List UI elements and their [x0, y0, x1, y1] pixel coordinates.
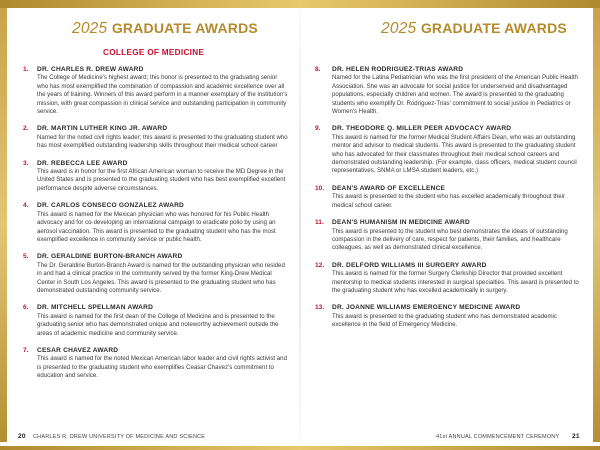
award-body	[332, 185, 581, 210]
award-item	[315, 304, 581, 329]
award-number: 8.	[315, 66, 321, 73]
gold-bottom-band	[0, 446, 600, 450]
heading-title: GRADUATE AWARDS	[420, 20, 567, 36]
award-number: 7.	[23, 346, 29, 354]
award-item	[315, 125, 581, 175]
left-page-number: 20	[18, 433, 26, 440]
award-body	[37, 347, 289, 381]
award-number: 6.	[23, 304, 29, 312]
award-number: 1.	[23, 66, 29, 73]
award-item	[315, 185, 581, 210]
award-description: The Dr. Geraldine Burton-Branch Award is named for the outstanding physician who resided in and had a clinical practice in the community served by the former King-Drew Medical Center in South Los Angeles. This award is presented to the graduating student who has demonstrated outstanding community service.	[37, 261, 285, 294]
award-body	[37, 202, 289, 244]
award-name: DR. MARTIN LUTHER KING JR. AWARD	[37, 125, 168, 133]
award-name: CESAR CHAVEZ AWARD	[37, 346, 119, 354]
right-page-number: 21	[572, 433, 580, 440]
award-name: DR. MITCHELL SPELLMAN AWARD	[37, 304, 154, 312]
award-description: This award is named for the noted Mexican American labor leader and civil rights activist and is presented to the graduating student who exemplifies Ceasar Chavez's commitment to education and service.	[37, 355, 287, 380]
award-description: This award is named for the former Medical Student Affairs Dean, who was an outstanding mentor and advisor to medical students. This award is presented to the graduating student who has advocated for their classmates throughout their medical school careers and demonstrated outstanding leadership. (For example, class officers, medical student council representatives, SNMA or LMSA student leaders, etc.)	[332, 133, 577, 175]
award-item	[23, 202, 289, 244]
right-page-heading	[315, 20, 581, 38]
left-page	[7, 8, 299, 442]
right-page	[301, 8, 593, 442]
award-body	[332, 125, 581, 175]
award-name: DR. JOANNE WILLIAMS EMERGENCY MEDICINE AWARD	[332, 304, 521, 312]
award-number: 5.	[23, 253, 29, 261]
award-name: DR. DELFORD WILLIAMS III SURGERY AWARD	[332, 261, 487, 269]
heading-year: 2025	[381, 20, 417, 37]
footer-ceremony-name: 41st ANNUAL COMMENCEMENT CEREMONY	[436, 434, 560, 440]
award-body	[37, 125, 289, 150]
award-name: DEAN'S HUMANISM IN MEDICINE AWARD	[332, 219, 470, 227]
award-name: DR. HELEN RODRIGUEZ-TRIAS AWARD	[332, 66, 464, 73]
award-item	[23, 125, 289, 150]
award-name: DR. REBECCA LEE AWARD	[37, 159, 128, 167]
award-body	[332, 262, 581, 296]
award-body	[37, 304, 289, 338]
award-description: This award is presented to the student who has excelled academically throughout their medical school career.	[332, 193, 566, 209]
award-description: This award is in honor for the first African American woman to receive the MD Degree in the United States and is presented to the graduating student who has best exemplified excellent performance despite adverse circumstances.	[37, 168, 286, 192]
award-number: 9.	[315, 125, 321, 133]
award-item	[23, 66, 289, 116]
award-description: The College of Medicine's highest award; this honor is presented to the graduating senior who has most exemplified the combination of compassion and academic excellence over all the years of training. Winners of this award perform in a manner exemplary of the institution's mission, with great compassion in clinical service and outstanding participation in community service.	[37, 74, 288, 116]
award-description: This award is presented to the graduating student who has demonstrated academic excellence in the field of Emergency Medicine.	[332, 312, 557, 329]
page-footer	[0, 433, 600, 450]
college-name: COLLEGE OF MEDICINE	[103, 48, 205, 57]
award-name: DEAN'S AWARD OF EXCELLENCE	[332, 184, 446, 192]
award-name: DR. CARLOS CONSECO GONZALEZ AWARD	[37, 202, 185, 210]
award-name: DR. CHARLES R. DREW AWARD	[37, 66, 144, 73]
footer-university-name: CHARLES R. DREW UNIVERSITY OF MEDICINE AND SCIENCE	[33, 434, 206, 440]
gold-top-band	[0, 0, 600, 8]
gold-right-edge	[593, 8, 600, 442]
award-item	[315, 219, 581, 253]
award-description: Named for the Latina Pediatrician who was the first president of the American Public Health Association. She was an advocate for social justice for underserved and disadvantaged populations, especially children and women. The award is presented to the graduating students who exemplify Dr. Rodriguez-Trias' commitment to social justice in Pediatrics or Women's Health.	[332, 74, 578, 116]
award-item	[23, 347, 289, 381]
awards-list-left	[23, 66, 289, 381]
award-body	[332, 304, 581, 329]
award-number: 13.	[315, 304, 325, 312]
award-number: 11.	[315, 219, 324, 227]
award-body	[37, 66, 289, 116]
award-description: This award is named for the Mexican physician who was honored for his Public Health advocacy and for co-developing an international campaign to eradicate polio by using an aerosol vaccination. This award is presented to the graduating student who has the most exemplified excellence in community service or public health.	[37, 210, 276, 243]
award-description: Named for the noted civil rights leader; this award is presented to the graduating student who has most exemplified outstanding leadership skills throughout their medical school career	[37, 133, 288, 150]
award-item	[315, 262, 581, 296]
awards-list-right	[315, 66, 581, 330]
award-item	[23, 253, 289, 295]
award-description: This award is named for the first dean of the College of Medicine and is presented to the graduating senior who has demonstrated unique and noteworthy achievement outside the areas of academic medicine and community service.	[37, 312, 279, 337]
heading-title: GRADUATE AWARDS	[111, 20, 258, 36]
award-number: 12.	[315, 261, 325, 269]
award-body	[37, 253, 289, 295]
award-item	[315, 66, 581, 116]
heading-year: 2025	[72, 20, 108, 37]
award-item	[23, 160, 289, 194]
award-number: 3.	[23, 159, 29, 167]
award-description: This award is presented to the student who best demonstrates the ideals of outstanding compassion in the delivery of care, respect for patients, their families, and healthcare colleagues, as well as demonstrated clinical excellence.	[332, 227, 568, 252]
award-item	[23, 304, 289, 338]
award-body	[332, 66, 581, 116]
award-name: DR. THEODORE Q. MILLER PEER ADVOCACY AWARD	[332, 125, 512, 133]
award-number: 10.	[315, 184, 325, 192]
award-number: 4.	[23, 202, 29, 210]
award-name: DR. GERALDINE BURTON-BRANCH AWARD	[37, 253, 183, 261]
award-number: 2.	[23, 125, 29, 133]
left-page-heading	[23, 20, 289, 38]
award-body	[37, 160, 289, 194]
gold-left-edge	[0, 8, 7, 442]
award-description: This award is named for the former Surgery Clerkship Director that provided excellent mentorship to medical students interested in surgical specialties. This award is presented to the graduating student who has excelled academically in surgery.	[332, 270, 579, 294]
award-body	[332, 219, 581, 253]
